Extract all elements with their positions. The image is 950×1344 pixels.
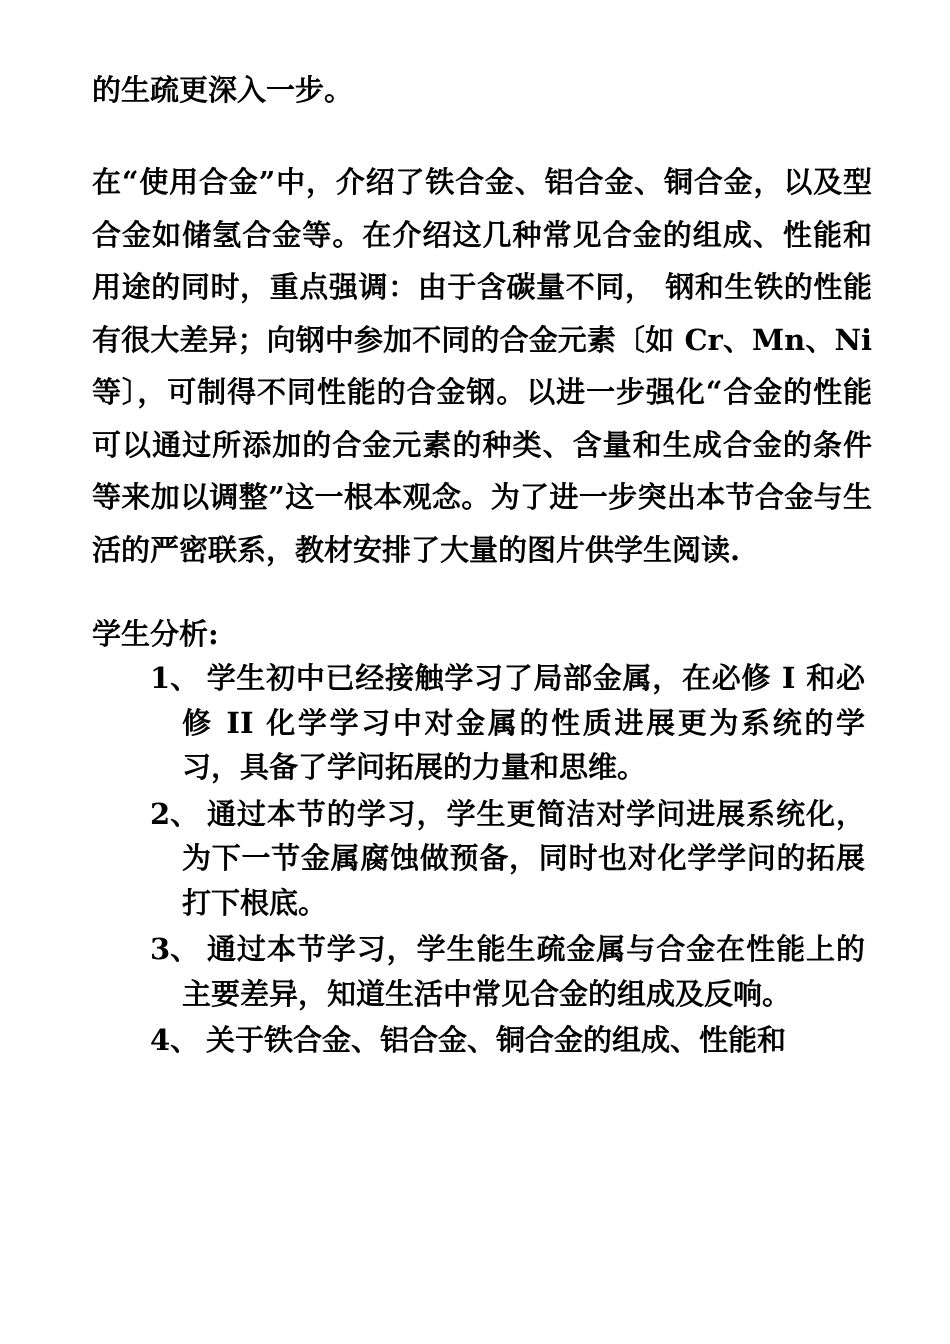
list-item-number: 1、 bbox=[150, 661, 200, 695]
list-item-text: 通过本节的学习，学生更简洁对学问进展系统化，为下一节金属腐蚀做预备，同时也对化学学问的拓展打下根底。 bbox=[182, 796, 865, 920]
student-analysis-list bbox=[150, 656, 865, 1065]
list-item-text: 通过本节学习，学生能生疏金属与合金在性能上的主要差异，知道生活中常见合金的组成及反响。 bbox=[182, 932, 865, 1011]
list-item-number: 3、 bbox=[150, 932, 200, 966]
list-item bbox=[150, 656, 865, 790]
list-item-number: 2、 bbox=[150, 796, 200, 831]
section-heading-student-analysis: 学生分析: bbox=[92, 617, 219, 651]
list-item bbox=[150, 1018, 865, 1063]
list-item bbox=[150, 792, 865, 926]
list-item-number: 4、 bbox=[150, 1023, 200, 1057]
list-item-text: 关于铁合金、铝合金、铜合金的组成、性能和 bbox=[206, 1023, 787, 1057]
paragraph-alloy-usage: 在“使用合金”中，介绍了铁合金、铝合金、铜合金，以及型合金如储氢合金等。在介绍这几种常见合金的组成、性能和用途的同时，重点强调：由于含碳量不同， 钢和生铁的性能有很大差异；向钢中参加不同的合金元素〔如 Cr、Mn、Ni 等〕，可制得不同性能的合金钢。以进一步强化“合金的性能可以通过所添加的合金元素的种类、含量和生成合金的条件等来加以调整”这一根本观念。为了进一步突出本节合金与生活的严密联系，教材安排了大量的图片供学生阅读. bbox=[92, 165, 872, 567]
list-item-text: 学生初中已经接触学习了局部金属，在必修 I 和必修 II 化学学习中对金属的性质进展更为系统的学习，具备了学问拓展的力量和思维。 bbox=[182, 661, 865, 784]
list-item bbox=[150, 927, 865, 1016]
paragraph-intro-continuation: 的生疏更深入一步。 bbox=[92, 73, 354, 107]
